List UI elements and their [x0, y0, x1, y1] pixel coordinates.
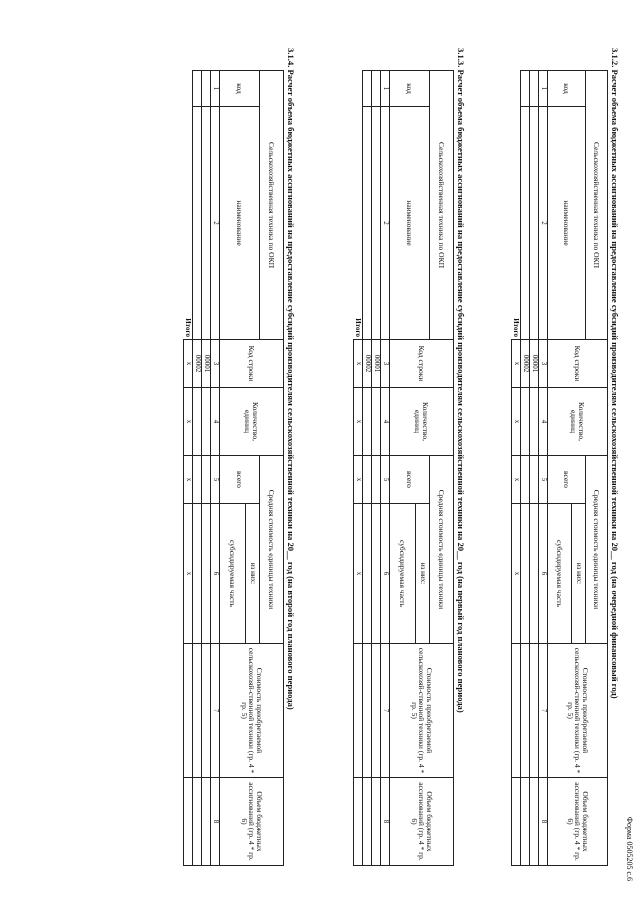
section-313-table: [353, 70, 454, 866]
col-subsidized: субсидируемая часть: [220, 504, 246, 644]
col-num: 3: [211, 340, 220, 388]
x-mark: x: [184, 388, 193, 456]
col-num: 4: [211, 388, 220, 456]
row-code: 00001: [372, 340, 381, 388]
col-budget-volume: Объем бюджетных ассигнований (гр. 4 * гр. 6): [220, 778, 284, 866]
col-code: код: [390, 71, 430, 107]
col-num: 5: [381, 456, 390, 504]
x-mark: x: [512, 456, 521, 504]
col-cost-acquired: Стоимость приобретаемой сельскохозяй-ственной техники (гр. 4 * гр. 5): [390, 644, 454, 778]
col-avg-cost: Средняя стоимость единицы техники: [586, 456, 608, 644]
col-num: 8: [381, 778, 390, 866]
section-314-table: [183, 70, 284, 866]
row-code: 00002: [193, 340, 202, 388]
x-mark: x: [512, 388, 521, 456]
col-num: 7: [539, 644, 548, 778]
col-budget-volume: Объем бюджетных ассигнований (гр. 4 * гр. 6): [390, 778, 454, 866]
row-code: 00001: [202, 340, 211, 388]
col-okp: Сельскохозяйственная техника по ОКП: [586, 71, 608, 340]
table-row: [193, 71, 202, 866]
section-314-heading: 3.1.4. Расчет объема бюджетных ассигнований на предоставление субсидий производителям сельскохозяйственной техники на 20__ год (на второй год планового периода): [286, 48, 296, 710]
row-code: 00002: [521, 340, 530, 388]
section-312-table: [511, 70, 608, 866]
col-name: наименование: [390, 107, 430, 340]
total-row: [184, 71, 193, 866]
col-num: 4: [381, 388, 390, 456]
col-num: 1: [381, 71, 390, 107]
col-cost-acquired: Стоимость приобретаемой сельскохозяй-ственной техники (гр. 4 * гр. 5): [220, 644, 284, 778]
total-row: [512, 71, 521, 866]
col-of-which: из них:: [246, 504, 260, 644]
col-num: 4: [539, 388, 548, 456]
x-mark: x: [354, 456, 363, 504]
col-subsidized: субсидируемая часть: [390, 504, 416, 644]
x-mark: x: [512, 340, 521, 388]
total-row: [354, 71, 363, 866]
x-mark: x: [354, 388, 363, 456]
col-name: наименование: [548, 107, 586, 340]
x-mark: x: [354, 504, 363, 644]
col-row-code: Код строки: [548, 340, 608, 388]
table-row: [372, 71, 381, 866]
col-cost-acquired: Стоимость приобретаемой сельскохозяй-ственной техники (гр. 4 * гр. 5): [548, 644, 608, 778]
col-row-code: Код строки: [220, 340, 284, 388]
total-label: Итого: [184, 71, 193, 340]
col-num: 7: [211, 644, 220, 778]
section-312-heading: 3.1.2. Расчет объема бюджетных ассигнований на предоставление субсидий производителям сельскохозяйственной техники на 20__ год (на очередной финансовый год): [610, 48, 620, 699]
col-quantity: Количество, единиц: [390, 388, 454, 456]
col-num: 6: [211, 504, 220, 644]
col-total: всего: [220, 456, 260, 504]
col-num: 5: [211, 456, 220, 504]
table-row: [521, 71, 530, 866]
x-mark: x: [512, 504, 521, 644]
col-code: код: [548, 71, 586, 107]
row-code: 00002: [363, 340, 372, 388]
col-num: 8: [539, 778, 548, 866]
col-code: код: [220, 71, 260, 107]
col-num: 5: [539, 456, 548, 504]
col-num: 2: [211, 107, 220, 340]
col-budget-volume: Объем бюджетных ассигнований (гр. 4 * гр. 6): [548, 778, 608, 866]
col-subsidized: субсидируемая часть: [548, 504, 572, 644]
col-total: всего: [390, 456, 430, 504]
col-num: 6: [381, 504, 390, 644]
col-num: 2: [381, 107, 390, 340]
col-num: 8: [211, 778, 220, 866]
x-mark: x: [354, 340, 363, 388]
col-total: всего: [548, 456, 586, 504]
total-label: Итого: [512, 71, 521, 340]
col-num: 3: [539, 340, 548, 388]
table-row: [530, 71, 539, 866]
col-of-which: из них:: [416, 504, 430, 644]
x-mark: x: [184, 504, 193, 644]
col-num: 2: [539, 107, 548, 340]
x-mark: x: [184, 340, 193, 388]
col-avg-cost: Средняя стоимость единицы техники: [260, 456, 284, 644]
table-row: [202, 71, 211, 866]
col-num: 3: [381, 340, 390, 388]
section-313-heading: 3.1.3. Расчет объема бюджетных ассигнований на предоставление субсидий производителям сельскохозяйственной техники на 20__ год (на первый год планового периода): [456, 48, 466, 713]
col-num: 7: [381, 644, 390, 778]
col-avg-cost: Средняя стоимость единицы техники: [430, 456, 454, 644]
x-mark: x: [184, 456, 193, 504]
table-row: [363, 71, 372, 866]
col-row-code: Код строки: [390, 340, 454, 388]
col-name: наименование: [220, 107, 260, 340]
col-num: 6: [539, 504, 548, 644]
col-num: 1: [211, 71, 220, 107]
form-number: Форма 0505205 с.6: [625, 816, 634, 881]
col-of-which: из них:: [572, 504, 586, 644]
col-okp: Сельскохозяйственная техника по ОКП: [260, 71, 284, 340]
col-num: 1: [539, 71, 548, 107]
row-code: 00001: [530, 340, 539, 388]
col-quantity: Количество, единиц: [548, 388, 608, 456]
col-quantity: Количество, единиц: [220, 388, 284, 456]
col-okp: Сельскохозяйственная техника по ОКП: [430, 71, 454, 340]
total-label: Итого: [354, 71, 363, 340]
